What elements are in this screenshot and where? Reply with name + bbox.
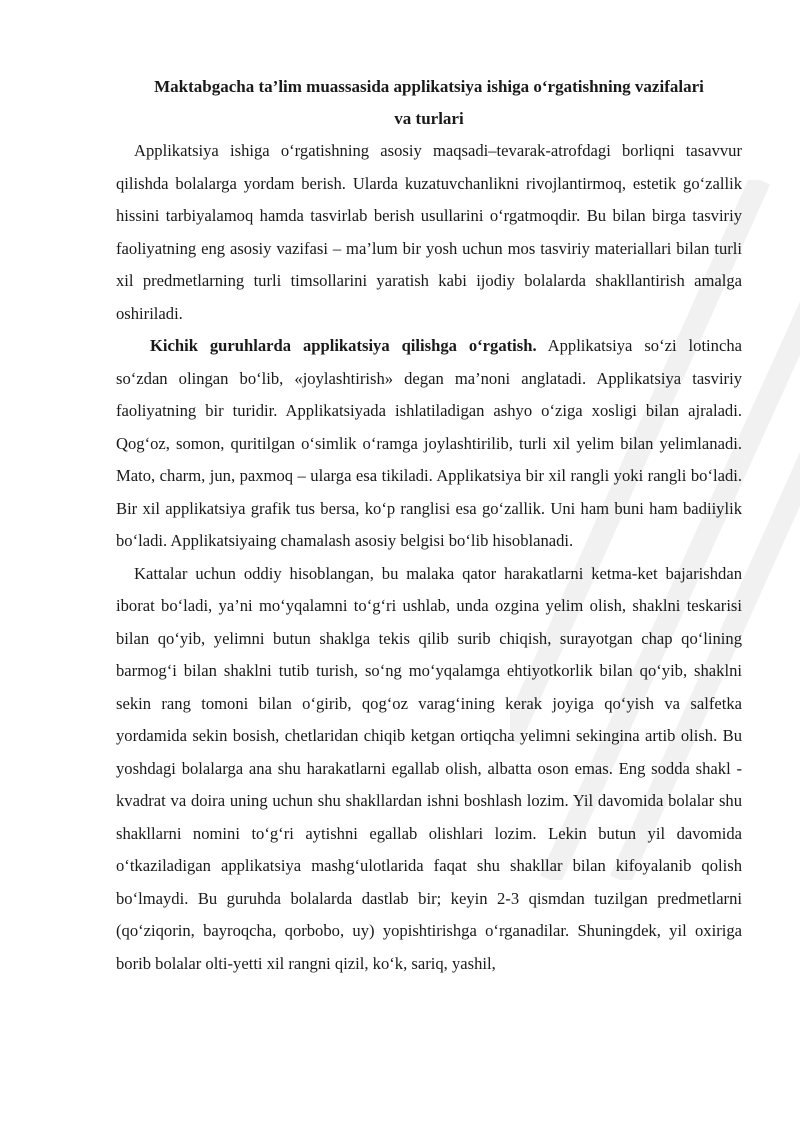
paragraph-2 — [116, 330, 742, 558]
document-title — [116, 71, 742, 135]
paragraph-1 — [116, 135, 742, 330]
paragraph-2-text: Applikatsiya so‘zi lotincha so‘zdan olingan bo‘lib, «joylashtirish» degan ma’noni anglatadi. Applikatsiya tasviriy faoliyatning bir turidir. Applikatsiyada ishlatiladigan ashyo o‘ziga xosligi bilan ajraladi. Qog‘oz, somon, quritilgan o‘simlik o‘ramga joylashtirilib, turli xil yelim bilan yelimlanadi. Mato, charm, jun, paxmoq – ularga esa tikiladi. Applikatsiya bir xil rangli yoki rangli bo‘ladi. Bir xil applikatsiya grafik tus bersa, ko‘p ranglisi esa go‘zallik. Uni ham buni ham badiiylik bo‘ladi. Applikatsiyaing chamalash asosiy belgisi bo‘lib hisoblanadi. — [116, 336, 742, 550]
title-line-2: va turlari — [394, 109, 464, 128]
paragraph-1-text: Applikatsiya ishiga o‘rgatishning asosiy maqsadi–tevarak-atrofdagi borliqni tasavvur qilishda bolalarga yordam berish. Ularda kuzatuvchanlikni rivojlantirmoq, estetik go‘zallik hissini tarbiyalamoq hamda tasvirlab berish usullarini o‘rgatmoqdir. Bu bilan birga tasviriy faoliyatning eng asosiy vazifasi – ma’lum bir yosh uchun mos tasviriy materiallari bilan turli xil predmetlarning turli timsollarini yaratish kabi ijodiy bolalarda shakllantirish amalga oshiriladi. — [116, 141, 742, 323]
paragraph-3-text: Kattalar uchun oddiy hisoblangan, bu malaka qator harakatlarni ketma-ket bajarishdan iborat bo‘ladi, ya’ni mo‘yqalamni to‘g‘ri ushlab, unda ozgina yelim olish, shaklni teskarisi bilan qo‘yib, yelimni butun shaklga tekis qilib surib chiqish, surayotgan chap qo‘lining barmog‘i bilan shaklni tutib turish, so‘ng mo‘yqalamga ehtiyotkorlik bilan qo‘yib, shaklni sekin rang tomoni bilan o‘girib, qog‘oz varag‘ining kerak joyiga qo‘yish va salfetka yordamida sekin bosish, chetlaridan chiqib ketgan ortiqcha yelimni sekingina artib olish. Bu yoshdagi bolalarga ana shu harakatlarni egallab olish, albatta oson emas. Eng sodda shakl - kvadrat va doira uning uchun shu shakllardan ishni boshlash lozim. Yil davomida bolalar shu shakllarni nomini to‘g‘ri aytishni egallab olishlari lozim. Lekin butun yil davomida o‘tkaziladigan applikatsiya mashg‘ulotlarida faqat shu shakllar bilan kifoyalanib qolish bo‘lmaydi. Bu guruhda bolalarda dastlab bir; keyin 2-3 qismdan tuzilgan predmetlarni (qo‘ziqorin, bayroqcha, qorbobo, uy) yopishtirishga o‘rganadilar. Shuningdek, yil oxiriga borib bolalar olti-yetti xil rangni qizil, ko‘k, sariq, yashil, — [116, 563, 742, 973]
document-body — [116, 71, 742, 980]
paragraph-2-heading: Kichik guruhlarda applikatsiya qilishga o‘rgatish. — [150, 336, 537, 355]
title-line-1: Maktabgacha ta’lim muassasida applikatsiya ishiga o‘rgatishning vazifalari — [154, 77, 704, 96]
paragraph-3 — [116, 558, 742, 981]
